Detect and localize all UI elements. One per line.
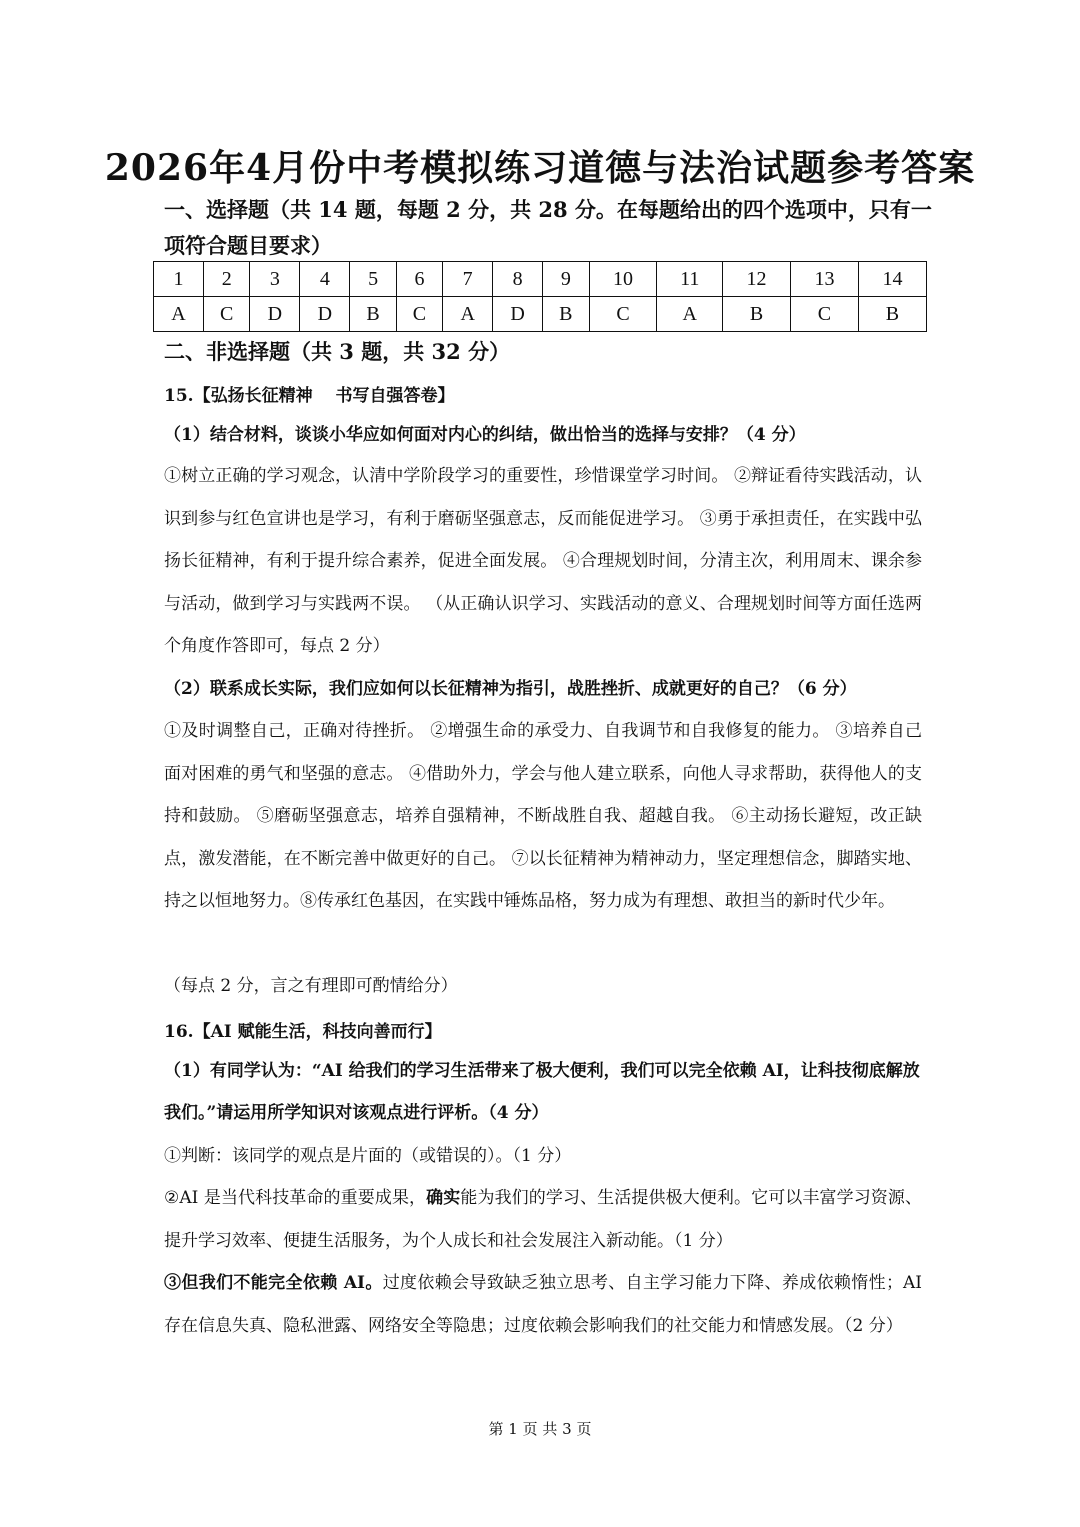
q16-answer-judgement: ①判断：该同学的观点是片面的（或错误的）。（1 分） xyxy=(164,1146,572,1166)
q15-scoring-note: （每点 2 分，言之有理即可酌情给分） xyxy=(164,976,458,996)
answer-letter: B xyxy=(723,297,791,332)
question-number: 4 xyxy=(300,262,350,297)
question-number: 12 xyxy=(723,262,791,297)
answer-letter: C xyxy=(589,297,657,332)
answer-letter-row xyxy=(154,297,927,332)
question-number: 6 xyxy=(396,262,442,297)
question-number: 11 xyxy=(657,262,723,297)
answer-letter: A xyxy=(154,297,204,332)
question-number: 10 xyxy=(589,262,657,297)
q16-heading: 16.【AI 赋能生活，科技向善而行】 xyxy=(164,1022,442,1042)
page-title: 2026年4月份中考模拟练习道德与法治试题参考答案 xyxy=(104,147,976,189)
answer-letter: D xyxy=(300,297,350,332)
q15-subquestion-1: （1）结合材料，谈谈小华应如何面对内心的纠结，做出恰当的选择与安排？（4 分） xyxy=(164,425,806,445)
answer-letter: D xyxy=(250,297,300,332)
question-number: 5 xyxy=(350,262,396,297)
question-number: 8 xyxy=(493,262,543,297)
answer-letter: A xyxy=(657,297,723,332)
question-number: 2 xyxy=(203,262,249,297)
answer-letter: D xyxy=(493,297,543,332)
q16-answer-benefit xyxy=(164,1177,922,1262)
answer-table xyxy=(153,261,927,332)
answer-letter: A xyxy=(443,297,493,332)
section1-heading: 一、选择题（共 14 题，每题 2 分，共 28 分。在每题给出的四个选项中，只有一项符合题目要求） xyxy=(164,197,932,258)
question-number: 13 xyxy=(790,262,858,297)
answer-letter: C xyxy=(790,297,858,332)
q15-answer-2: ①及时调整自己，正确对待挫折。 ②增强生命的承受力、自我调节和自我修复的能力。 ③培养自己面对困难的勇气和坚强的意志。 ④借助外力，学会与他人建立联系，向他人寻求帮助，获得他人的支持和鼓励。 ⑤磨砺坚强意志，培养自强精神，不断战胜自我、超越自我。 ⑥主动扬长避短，改正缺点，激发潜能，在不断完善中做更好的自己。 ⑦以长征精神为精神动力，坚定理想信念，脚踏实地、持之以恒地努力。⑧传承红色基因，在实践中锤炼品格，努力成为有理想、敢担当的新时代少年。 xyxy=(164,721,922,911)
q16-benefit-text-2: 能为我们的学习、生活提供极大便利。它可以丰富学习资源、提升学习效率、便捷生活服务，为个人成长和社会发展注入新动能。（1 分） xyxy=(164,1188,923,1251)
answer-letter: C xyxy=(203,297,249,332)
answer-letter: C xyxy=(396,297,442,332)
question-number: 7 xyxy=(443,262,493,297)
question-number: 1 xyxy=(154,262,204,297)
question-number: 9 xyxy=(543,262,589,297)
question-number-row xyxy=(154,262,927,297)
section2-heading: 二、非选择题（共 3 题，共 32 分） xyxy=(164,339,511,364)
page-number-footer: 第 1 页 共 3 页 xyxy=(488,1420,592,1438)
q15-subquestion-2: （2）联系成长实际，我们应如何以长征精神为指引，战胜挫折、成就更好的自己？（6 分） xyxy=(164,679,857,699)
q16-risk-emphasis: ③但我们不能完全依赖 AI。 xyxy=(164,1273,383,1293)
q16-benefit-emphasis: 确实 xyxy=(426,1188,461,1208)
q16-subquestion-1: （1）有同学认为：“AI 给我们的学习生活带来了极大便利，我们可以完全依赖 AI，让科技彻底解放我们。”请运用所学知识对该观点进行评析。（4 分） xyxy=(164,1061,920,1123)
q16-benefit-text-1: ②AI 是当代科技革命的重要成果， xyxy=(164,1188,427,1208)
q15-answer-1: ①树立正确的学习观念，认清中学阶段学习的重要性，珍惜课堂学习时间。 ②辩证看待实践活动，认识到参与红色宣讲也是学习，有利于磨砺坚强意志，反而能促进学习。 ③勇于承担责任，在实践中弘扬长征精神，有利于提升综合素养，促进全面发展。 ④合理规划时间，分清主次，利用周末、课余参与活动，做到学习与实践两不误。 （从正确认识学习、实践活动的意义、合理规划时间等方面任选两个角度作答即可，每点 2 分） xyxy=(164,466,922,656)
q16-risk-text: 过度依赖会导致缺乏独立思考、自主学习能力下降、养成依赖惰性；AI 存在信息失真、隐私泄露、网络安全等隐患；过度依赖会影响我们的社交能力和情感发展。（2 分） xyxy=(164,1273,922,1336)
question-number: 3 xyxy=(250,262,300,297)
q15-heading: 15.【弘扬长征精神 书写自强答卷】 xyxy=(164,386,455,406)
question-number: 14 xyxy=(858,262,926,297)
answer-letter: B xyxy=(858,297,926,332)
q16-answer-risk xyxy=(164,1262,922,1347)
answer-letter: B xyxy=(350,297,396,332)
answer-letter: B xyxy=(543,297,589,332)
